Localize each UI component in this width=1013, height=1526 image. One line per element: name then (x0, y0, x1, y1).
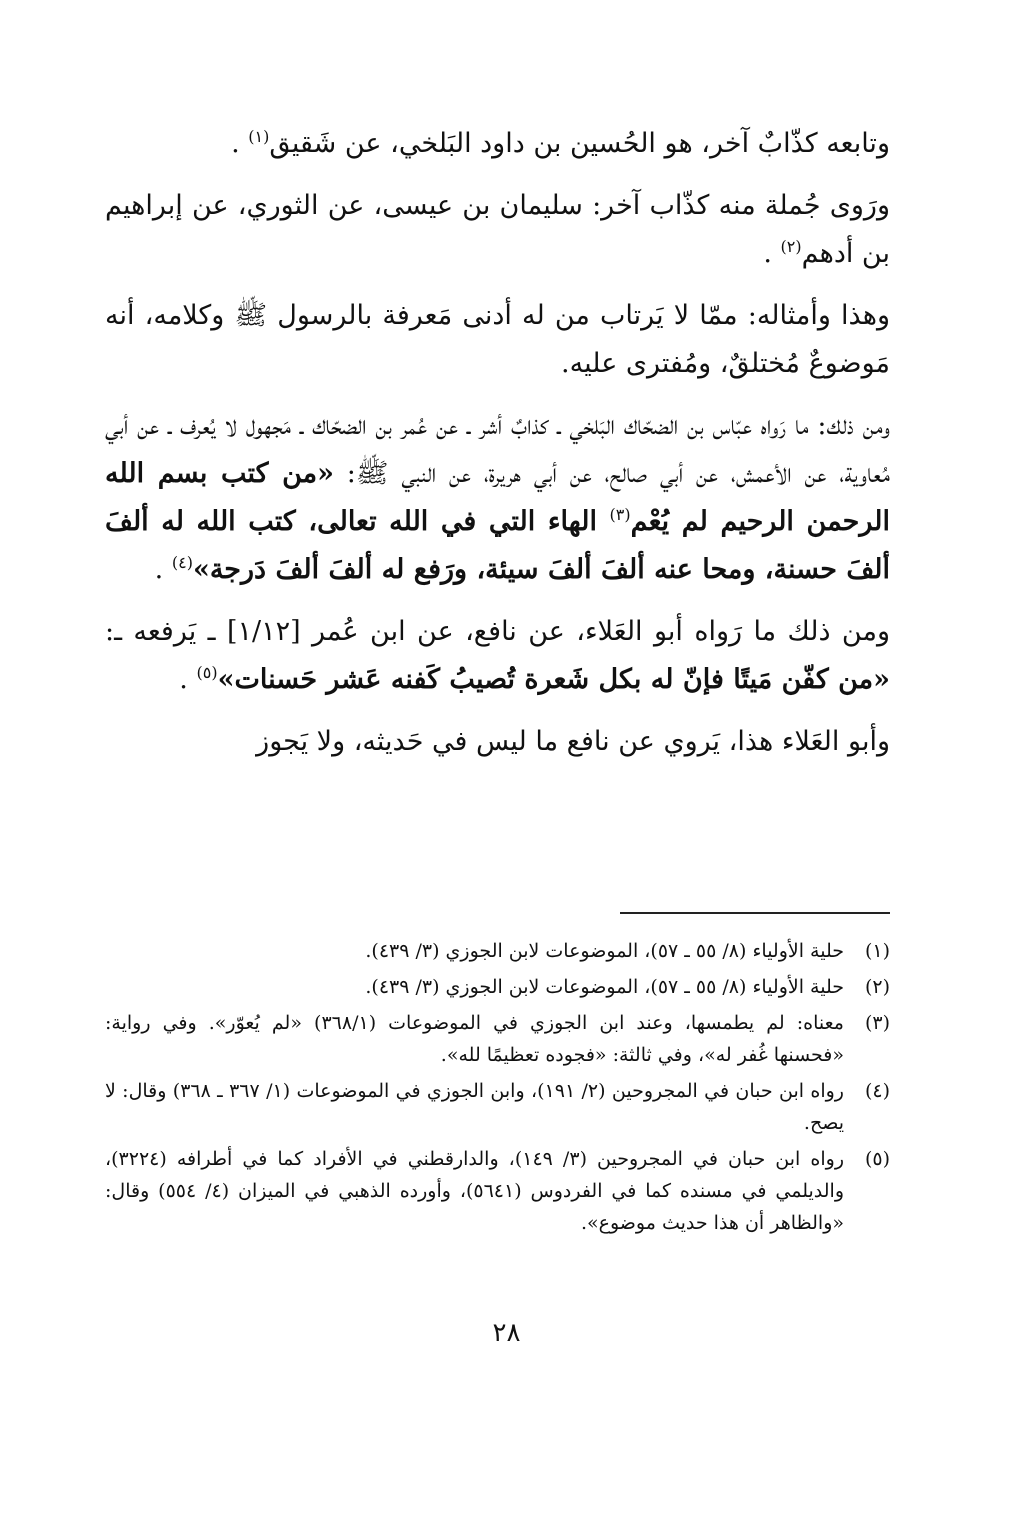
text-run: ورَوى جُملة منه كذّاب آخر: سليمان بن عيسى، عن الثوري، عن إبراهيم بن أدهم (105, 190, 890, 269)
footnote-separator (620, 912, 890, 914)
footnote (105, 971, 890, 1003)
footnote-number: (١) (864, 940, 890, 962)
footnote (105, 1007, 890, 1071)
footnote-text: معناه: لم يطمسها، وعند ابن الجوزي في الموضوعات (٣٦٨/١) «لم يُعوّر». وفي رواية: «فحسنها غُفر له»، وفي ثالثة: «فجوده تعظيمًا لله». (105, 1012, 844, 1066)
text-run: ومن ذلك ما رَواه أبو العَلاء، عن نافع، عن ابن عُمر [١/١٢] ـ يَرفعه ـ: (105, 616, 890, 647)
footnote-number: (٢) (864, 976, 890, 998)
footnote-text: رواه ابن حبان في المجروحين (٢/ ١٩١)، وابن الجوزي في الموضوعات (١/ ٣٦٧ ـ ٣٦٨) وقال: لا يصح. (105, 1080, 844, 1134)
footnote-ref[interactable]: (١) (248, 127, 270, 146)
text-run: وأبو العَلاء هذا، يَروي عن نافع ما ليس في حَديثه، ولا يَجوز (256, 726, 890, 757)
footnote (105, 1143, 890, 1239)
footnote-ref[interactable]: (٥) (196, 663, 218, 682)
page-number: ٢٨ (492, 1318, 521, 1348)
footnote-ref[interactable]: (٤) (171, 553, 193, 572)
text-run: . (231, 128, 249, 159)
footnote-ref[interactable]: (٢) (780, 237, 802, 256)
footnote-text: رواه ابن حبان في المجروحين (٣/ ١٤٩)، والدارقطني في الأفراد كما في أطرافه (٣٢٢٤)، والديلمي في مسنده كما في الفردوس (٥٦٤١)، وأورده الذهبي في الميزان (٤/ ٥٥٤) وقال: «والظاهر أن هذا حديث موضوع». (105, 1148, 844, 1234)
footnote (105, 935, 890, 967)
hadith-text: «من كفّن مَيتًا فإنّ له بكل شَعرة تُصيبُ كَفنه عَشر حَسنات» (217, 664, 890, 695)
footnote-number: (٥) (864, 1148, 890, 1170)
paragraph (105, 292, 890, 388)
footnote-ref[interactable]: (٣) (609, 505, 631, 524)
paragraph (105, 402, 890, 594)
footnote-text: حلية الأولياء (٨/ ٥٥ ـ ٥٧)، الموضوعات لابن الجوزي (٣/ ٤٣٩). (365, 976, 844, 998)
main-text (105, 120, 890, 780)
paragraph (105, 718, 890, 766)
paragraph (105, 608, 890, 704)
hadith-text: الهاء التي في الله تعالى، كتب الله له ألفَ ألفَ حسنة، ومحا عنه ألفَ ألفَ سيئة، ورَفع له ألفَ ألفَ دَرجة» (105, 506, 890, 585)
hadith-text: «من كتب بسم الله الرحمن الرحيم لم يُعْم (105, 458, 890, 537)
footnote (105, 1075, 890, 1139)
text-run: ومن ذلك: ما رَواه عبّاس بن الضحّاك البَلخي ـ كذابٌ أشر ـ عن عُمر بن الضحّاك ـ مَجهول لا يُعرف ـ عن أبي مُعاوية، عن الأعمش، عن أبي صالح، عن أبي هريرة، عن النبي ﷺ: (105, 410, 891, 489)
paragraph (105, 182, 890, 278)
text-run: . (154, 554, 172, 585)
footnote-text: حلية الأولياء (٨/ ٥٥ ـ ٥٧)، الموضوعات لابن الجوزي (٣/ ٤٣٩). (365, 940, 844, 962)
footnote-number: (٤) (864, 1080, 890, 1102)
paragraph (105, 120, 890, 168)
text-run: وهذا وأمثاله: ممّا لا يَرتاب من له أدنى مَعرفة بالرسول ﷺ وكلامه، أنه مَوضوعٌ مُختلقٌ، ومُفترى عليه. (105, 300, 890, 379)
footnote-number: (٣) (864, 1012, 890, 1034)
text-run: . (179, 664, 197, 695)
footnotes (105, 935, 890, 1243)
text-run: . (763, 238, 781, 269)
text-run: وتابعه كذّابٌ آخر، هو الحُسين بن داود البَلخي، عن شَقيق (269, 128, 890, 159)
